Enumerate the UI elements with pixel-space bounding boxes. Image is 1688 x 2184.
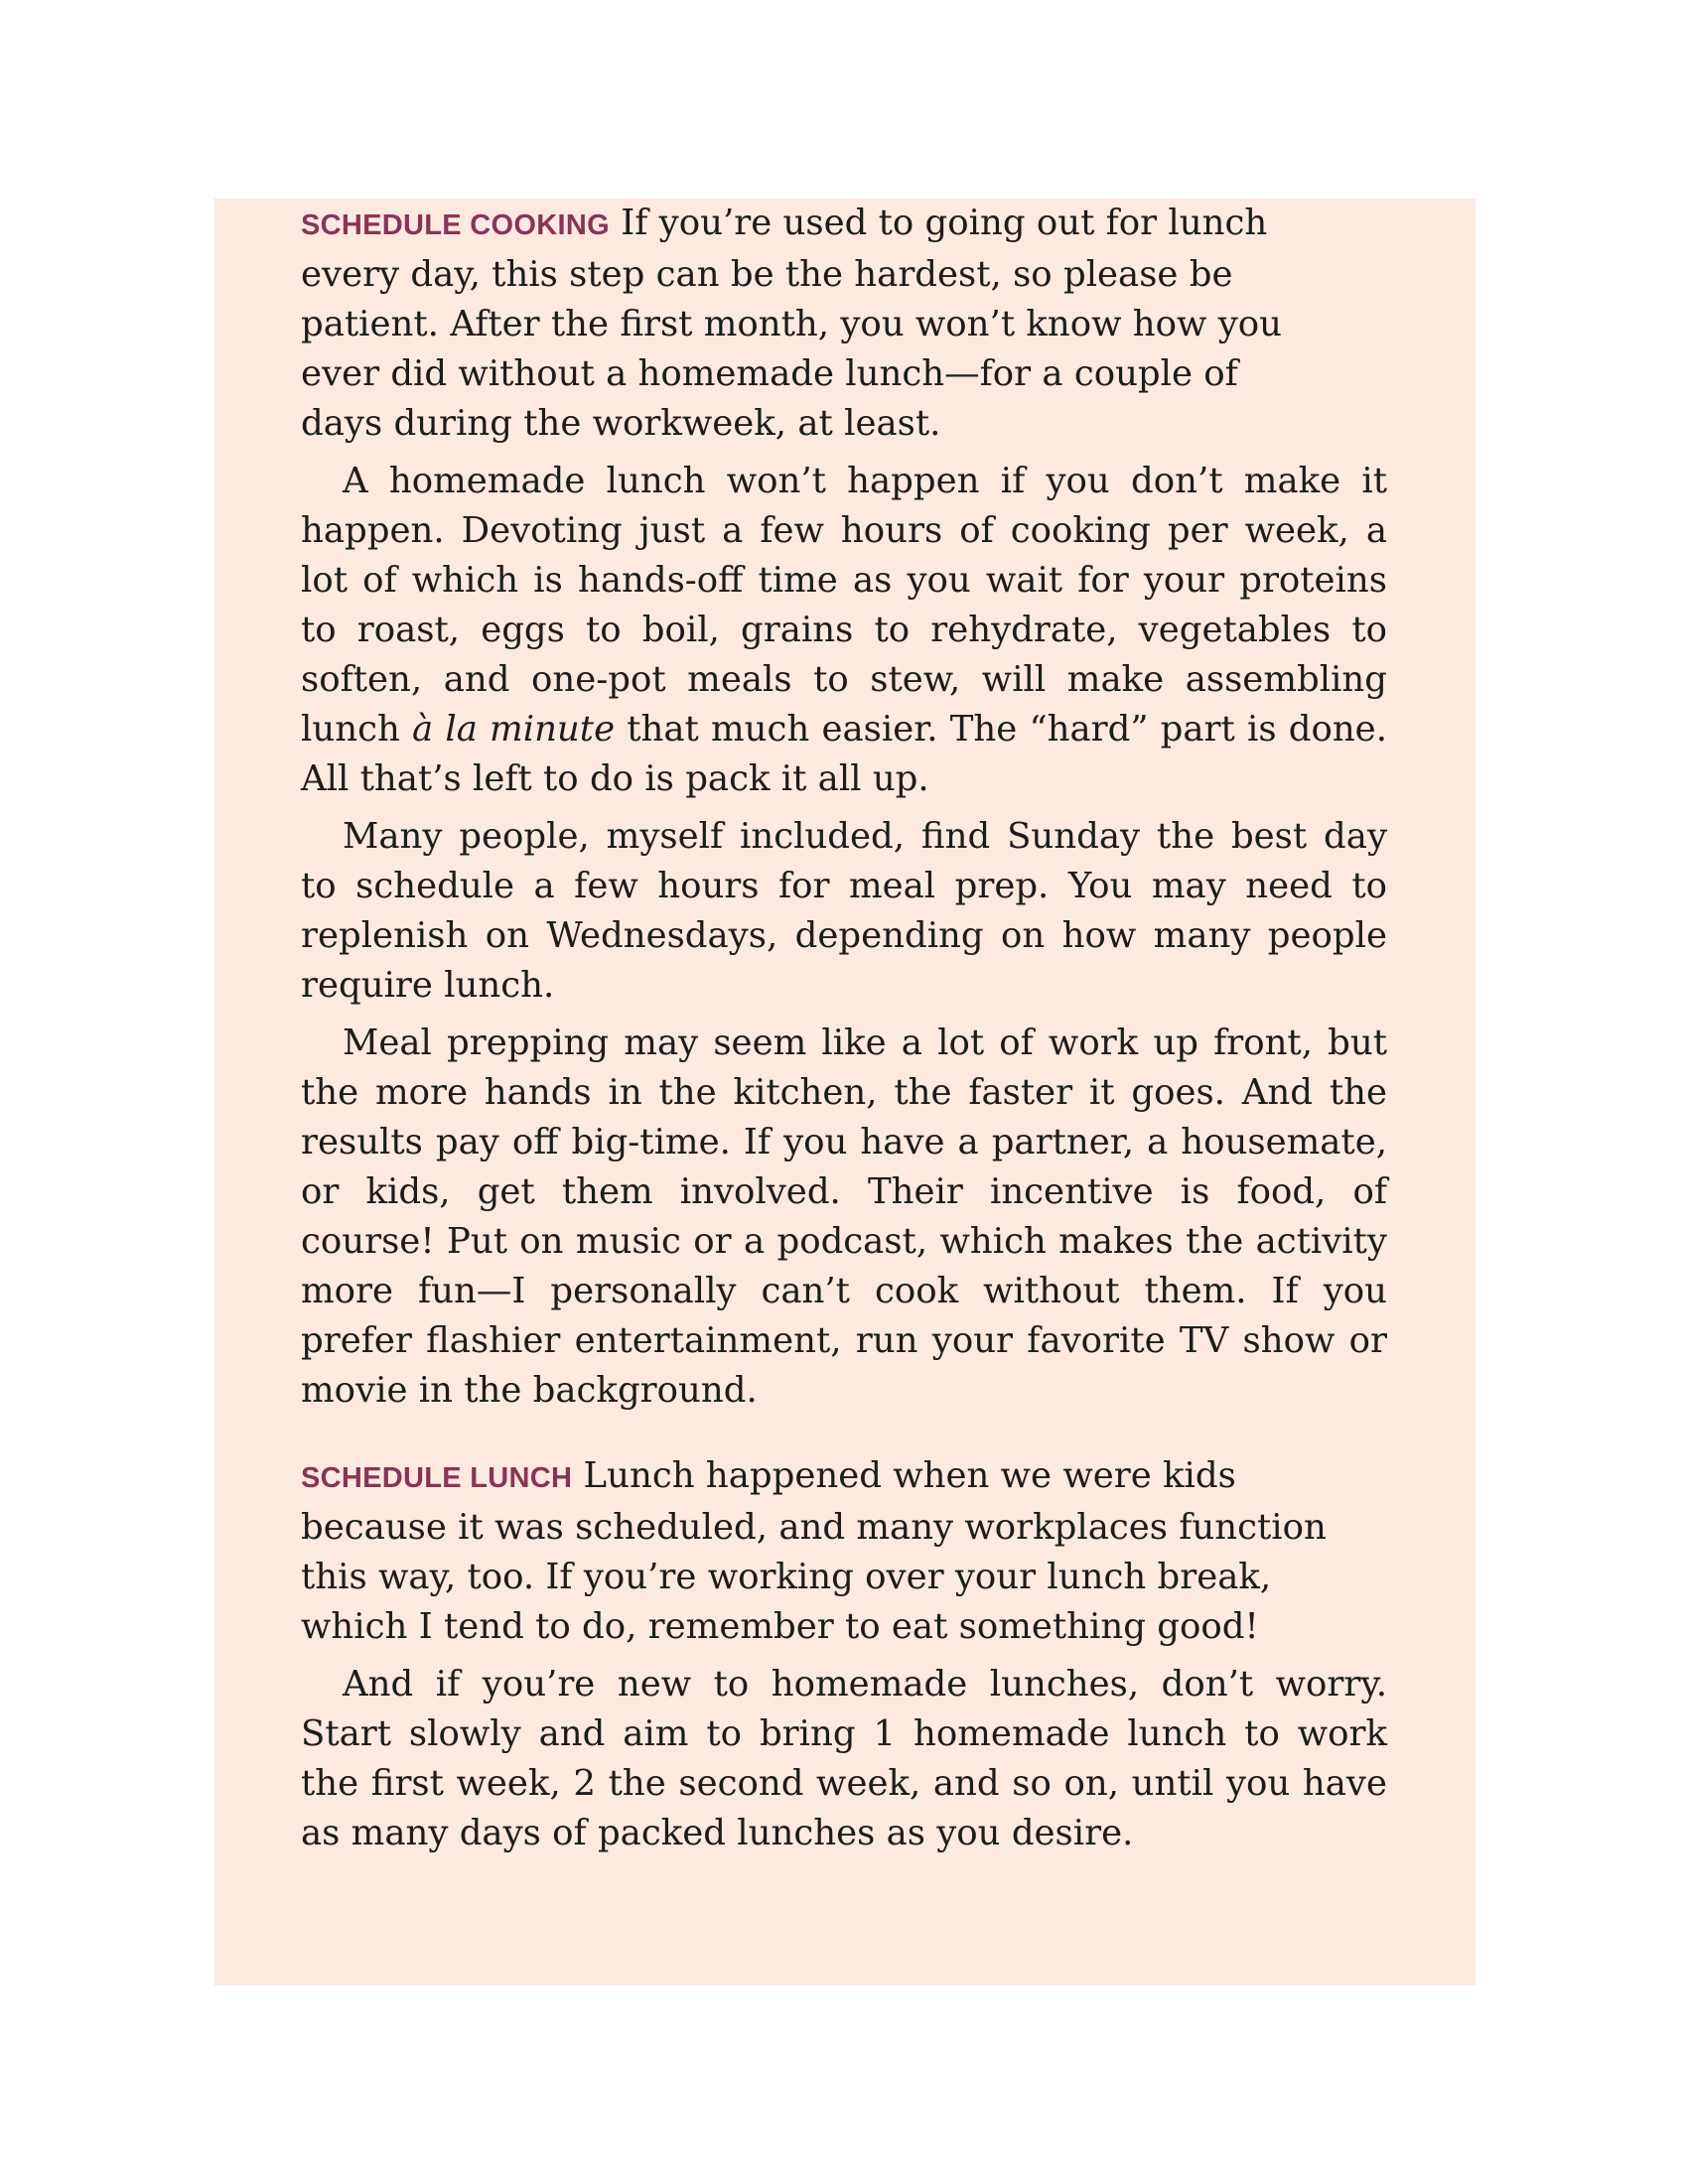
paragraph-2-italic-phrase: à la minute — [412, 709, 616, 750]
schedule-cooking-lead-paragraph — [301, 199, 1294, 449]
schedule-lunch-paragraph-2: And if you’re new to homemade lunches, don’t worry. Start slowly and aim to bring 1 homemade lunch to work the first week, 2 the second week, and so on, until you have as many days of packed lunches as you desire. — [301, 1664, 1387, 1853]
schedule-lunch-heading: SCHEDULE LUNCH — [301, 1462, 573, 1494]
schedule-lunch-lead-text: Lunch happened when we were kids because it was scheduled, and many workplaces function this way, too. If you’re working over your lunch break, which I tend to do, remember to eat something good! — [301, 1455, 1327, 1647]
schedule-cooking-heading: SCHEDULE COOKING — [301, 209, 610, 241]
schedule-cooking-paragraph-4: Meal prepping may seem like a lot of work up front, but the more hands in the kitchen, the faster it goes. And the results pay off big-time. If you have a partner, a housemate, or kids, get them involved. Their incentive is food, of course! Put on music or a podcast, which makes the activity more fun—I personally can’t cook without them. If you prefer flashier entertainment, run your favorite TV show or movie in the background. — [301, 1023, 1387, 1411]
paragraph-2-text-end: that much easier. The “hard” part is done. All that’s left to do is pack it all up. — [301, 709, 1387, 799]
schedule-lunch-lead-paragraph — [301, 1451, 1353, 1652]
paragraph-2-text-start: A homemade lunch won’t happen if you don’t make it happen. Devoting just a few hours of cooking per week, a lot of which is hands-off time as you wait for your proteins to roast, eggs to boil, grains to rehydrate, vegetables to soften, and one-pot meals to stew, will make assembling lunch — [301, 461, 1387, 750]
section-schedule-cooking — [301, 199, 1387, 1416]
schedule-cooking-paragraph-3: Many people, myself included, find Sunday the best day to schedule a few hours for meal prep. You may need to replenish on Wednesdays, depending on how many people require lunch. — [301, 816, 1387, 1006]
schedule-cooking-lead-text: If you’re used to going out for lunch every day, this step can be the hardest, so please be patient. After the first month, you won’t know how you ever did without a homemade lunch—for a couple of days during the workweek, at least. — [301, 203, 1282, 444]
section-schedule-lunch — [301, 1451, 1387, 1858]
page-panel — [214, 199, 1476, 1985]
schedule-cooking-paragraph-2 — [301, 457, 1387, 804]
